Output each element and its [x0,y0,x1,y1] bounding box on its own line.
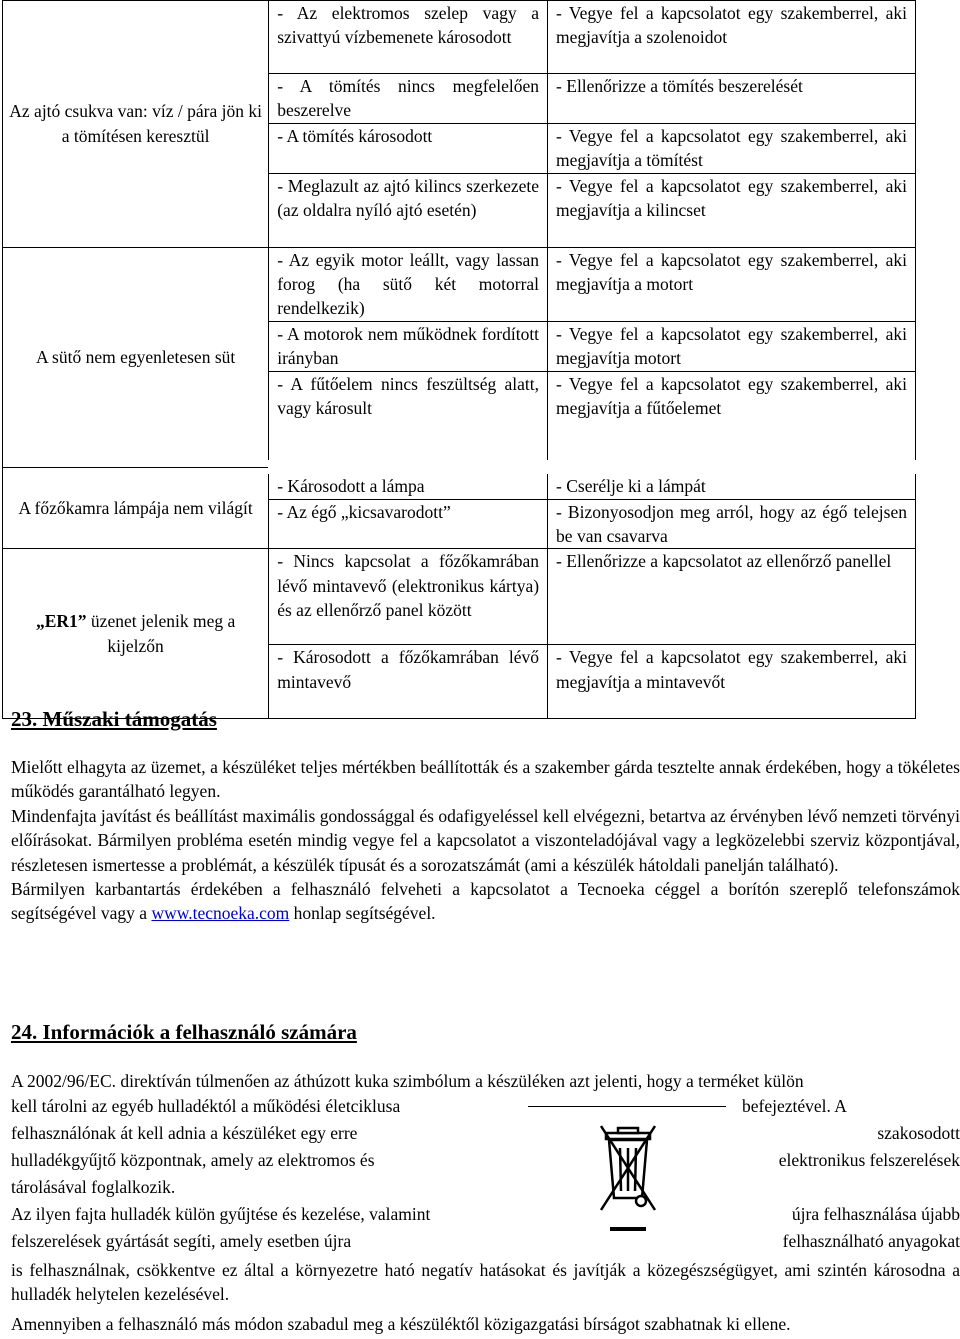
remedy-cell: - Cserélje ki a lámpát [548,467,916,499]
remedy-cell: - Vegye fel a kapcsolatot egy szakemberrel, aki megjavítja a mintavevőt [548,645,916,719]
section-24-left-column [11,1094,513,1256]
text-line [742,1175,960,1202]
remedy-cell: - Vegye fel a kapcsolatot egy szakemberrel, aki megjavítja a tömítést [548,123,916,173]
paragraph: Bármilyen karbantartás érdekében a felhasználó felveheti a kapcsolatot a Tecnoeka céggel a borítón szereplő telefonszámok segítségével vagy a www.tecnoeka.com honlap segítségével. [11,879,960,924]
cause-cell: - A fűtőelem nincs feszültség alatt, vagy károsult [269,371,548,467]
remedy-cell: - Vegye fel a kapcsolatot egy szakemberrel, aki megjavítja motort [548,321,916,371]
cause-cell: - Károsodott a lámpa [269,467,548,499]
table-row [3,549,916,645]
table-row [3,1,916,74]
section-24-last: Amennyiben a felhasználó más módon szabadul meg a készüléktől közigazgatási bírságot szabhatnak ki ellene. [11,1314,791,1334]
cause-cell: - Az egyik motor leállt, vagy lassan forog (ha sütő két motorral rendelkezik) [269,247,548,321]
section-23-body [11,755,960,926]
cause-cell: - A tömítés károsodott [269,123,548,173]
cause-cell: - Károsodott a főzőkamrában lévő mintavevő [269,645,548,719]
remedy-cell: - Ellenőrizze a kapcsolatot az ellenőrző panellel [548,549,916,645]
problem-cell: Az ajtó csukva van: víz / pára jön ki a tömítésen keresztül [3,1,269,248]
text-line: hulladékgyűjtő központnak, amely az elektromos és [11,1150,375,1170]
crossed-out-wheelie-bin-icon [528,1106,726,1246]
text-line: Az ilyen fajta hulladék külön gyűjtése és kezelése, valamint [11,1204,431,1224]
remedy-cell: - Vegye fel a kapcsolatot egy szakemberrel, aki megjavítja a fűtőelemet [548,371,916,467]
remedy-cell: - Bizonyosodjon meg arról, hogy az égő telejsen be van csavarva [548,499,916,549]
cause-cell: - Az elektromos szelep vagy a szivattyú vízbemenete károsodott [269,1,548,74]
section-24-heading: 24. Információk a felhasználó számára [11,1020,357,1044]
text-line: felhasználható anyagokat [782,1231,960,1251]
remedy-cell: - Vegye fel a kapcsolatot egy szakemberrel, aki megjavítja a kilincset [548,173,916,247]
section-24-tail: is felhasználnak, csökkentve ez által a környezetre ható negatív hatásokat és javítják a közegészségügyet, ami szintén károsodna a hulladék helytelen kezelésével. [11,1260,960,1305]
problem-cell: A főzőkamra lámpája nem világít [3,467,269,549]
text-line: szakosodott [877,1123,960,1143]
remedy-cell: - Vegye fel a kapcsolatot egy szakemberrel, aki megjavítja a motort [548,247,916,321]
text-line: befejeztével. A [742,1096,847,1116]
table-row [3,467,916,499]
website-link[interactable]: www.tecnoeka.com [151,903,290,924]
problem-cell: A sütő nem egyenletesen süt [3,247,269,467]
troubleshooting-table [2,0,916,719]
cause-cell: - Nincs kapcsolat a főzőkamrában lévő mintavevő (elektronikus kártya) és az ellenőrző panel között [269,549,548,645]
cause-cell: - A tömítés nincs megfelelően beszerelve [269,74,548,124]
cause-cell: - Meglazult az ajtó kilincs szerkezete (az oldalra nyíló ajtó esetén) [269,173,548,247]
text-line: elektronikus felszerelések [778,1150,960,1170]
section-24-line1: A 2002/96/EC. direktíván túlmenően az áthúzott kuka szimbólum a készüléken azt jelenti, hogy a terméket külön [11,1071,804,1091]
section-23-heading: 23. Műszaki támogatás [11,707,217,731]
text-line: felhasználónak át kell adnia a készüléket egy erre [11,1123,358,1143]
section-24-right-column [742,1094,960,1256]
text-line: újra felhasználása újabb [791,1204,960,1224]
text-line: tárolásával foglalkozik. [11,1177,176,1197]
paragraph: Mielőtt elhagyta az üzemet, a készüléket teljes mértékben beállították és a szakember gárda tesztelte annak érdekében, hogy a tökéletes működés garantálható legyen. [11,757,960,802]
problem-cell: „ER1” üzenet jelenik meg a kijelzőn [3,549,269,719]
table-row [3,247,916,321]
cause-cell: - A motorok nem működnek fordított irányban [269,321,548,371]
cause-cell: - Az égő „kicsavarodott” [269,499,548,549]
remedy-cell: - Vegye fel a kapcsolatot egy szakemberrel, aki megjavítja a szolenoidot [548,1,916,74]
paragraph: Mindenfajta javítást és beállítást maximális gondossággal és odafigyeléssel kell elvégezni, betartva az érvényben lévő nemzeti törvényi előírásokat. Bármilyen probléma esetén mindig vegye fel a kapcsolatot a viszonteladójával vagy a legközelebbi szerviz központjával, részletesen ismertesse a problémát, a készülék típusát és a sorozatszámát (ami a készülék hátoldali panelján található). [11,805,960,875]
text-line: kell tárolni az egyéb hulladéktól a működési életciklusa [11,1096,401,1116]
remedy-cell: - Ellenőrizze a tömítés beszerelését [548,74,916,124]
text-line: felszerelések gyártását segíti, amely esetben újra [11,1231,352,1251]
